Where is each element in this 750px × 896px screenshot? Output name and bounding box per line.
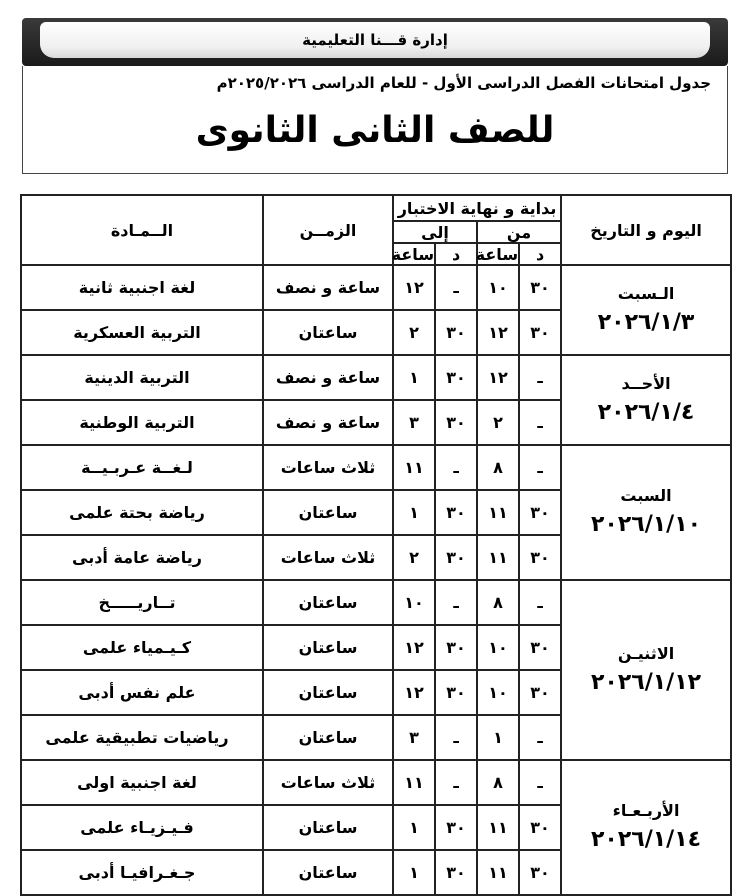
to-hour-cell: ١١ bbox=[393, 445, 435, 490]
day-name: الأحــد bbox=[621, 373, 671, 393]
duration-cell: ساعتان bbox=[263, 850, 393, 895]
from-minute-cell: ٣٠ bbox=[519, 625, 561, 670]
to-hour-cell: ١٢ bbox=[393, 265, 435, 310]
to-hour-cell: ٢ bbox=[393, 535, 435, 580]
subject-cell: لغة اجنبية ثانية bbox=[21, 265, 263, 310]
exam-rows bbox=[21, 265, 731, 895]
col-day-date: اليوم و التاريخ bbox=[561, 195, 731, 265]
subject-cell: التربية العسكرية bbox=[21, 310, 263, 355]
from-hour-cell: ١١ bbox=[477, 850, 519, 895]
to-hour-cell: ٣ bbox=[393, 715, 435, 760]
to-hour-cell: ٢ bbox=[393, 310, 435, 355]
day-date-cell bbox=[561, 580, 731, 760]
subject-cell: فـيـزيـاء علمى bbox=[21, 805, 263, 850]
from-minute-cell: ـ bbox=[519, 355, 561, 400]
exam-date: ٢٠٢٦/١/٤ bbox=[597, 399, 695, 425]
from-hour-cell: ٨ bbox=[477, 445, 519, 490]
from-hour-cell: ١٢ bbox=[477, 310, 519, 355]
from-minute-cell: ٣٠ bbox=[519, 535, 561, 580]
subject-cell: التربية الدينية bbox=[21, 355, 263, 400]
to-minute-cell: ٣٠ bbox=[435, 670, 477, 715]
duration-cell: ساعتان bbox=[263, 580, 393, 625]
subject-cell: جـغـرافيـا أدبى bbox=[21, 850, 263, 895]
to-minute-cell: ـ bbox=[435, 265, 477, 310]
from-hour-cell: ١٠ bbox=[477, 265, 519, 310]
duration-cell: ساعتان bbox=[263, 715, 393, 760]
schedule-subtitle: جدول امتحانات الفصل الدراسى الأول - للعام الدراسى ٢٠٢٥/٢٠٢٦م bbox=[216, 74, 711, 92]
exam-date: ٢٠٢٦/١/١٢ bbox=[591, 669, 702, 695]
from-minute-cell: ـ bbox=[519, 445, 561, 490]
from-hour-cell: ١١ bbox=[477, 535, 519, 580]
table-row bbox=[21, 355, 731, 400]
col-from-minute: د bbox=[519, 243, 561, 265]
exam-date: ٢٠٢٦/١/٣ bbox=[597, 309, 695, 335]
day-name: الاثنيـن bbox=[617, 643, 675, 663]
to-minute-cell: ـ bbox=[435, 445, 477, 490]
table-row bbox=[21, 265, 731, 310]
col-duration: الزمــن bbox=[263, 195, 393, 265]
to-minute-cell: ـ bbox=[435, 715, 477, 760]
to-minute-cell: ٣٠ bbox=[435, 355, 477, 400]
from-hour-cell: ٨ bbox=[477, 580, 519, 625]
to-hour-cell: ١٢ bbox=[393, 670, 435, 715]
duration-cell: ساعتان bbox=[263, 310, 393, 355]
subject-cell: التربية الوطنية bbox=[21, 400, 263, 445]
from-hour-cell: ١١ bbox=[477, 490, 519, 535]
from-hour-cell: ٢ bbox=[477, 400, 519, 445]
to-minute-cell: ٣٠ bbox=[435, 310, 477, 355]
day-name: الأربـعـاء bbox=[612, 801, 680, 820]
to-hour-cell: ١ bbox=[393, 805, 435, 850]
duration-cell: ثلاث ساعات bbox=[263, 760, 393, 805]
to-hour-cell: ١ bbox=[393, 355, 435, 400]
exam-schedule-table bbox=[20, 194, 732, 896]
exam-date: ٢٠٢٦/١/١٤ bbox=[591, 827, 702, 852]
day-date-cell bbox=[561, 760, 731, 895]
from-minute-cell: ـ bbox=[519, 580, 561, 625]
to-minute-cell: ٣٠ bbox=[435, 490, 477, 535]
to-hour-cell: ١ bbox=[393, 490, 435, 535]
subject-cell: كـيـمياء علمى bbox=[21, 625, 263, 670]
day-date-cell bbox=[561, 355, 731, 445]
admin-name: إدارة قـــنا التعليمية bbox=[302, 31, 448, 49]
exam-date: ٢٠٢٦/١/١٠ bbox=[591, 512, 702, 537]
day-date-cell bbox=[561, 445, 731, 580]
duration-cell: ساعتان bbox=[263, 490, 393, 535]
from-minute-cell: ـ bbox=[519, 760, 561, 805]
from-minute-cell: ٣٠ bbox=[519, 490, 561, 535]
from-minute-cell: ـ bbox=[519, 715, 561, 760]
col-from: من bbox=[477, 221, 561, 243]
subject-cell: رياضة بحتة علمى bbox=[21, 490, 263, 535]
day-name: الـسبت bbox=[617, 283, 675, 303]
from-hour-cell: ١٠ bbox=[477, 670, 519, 715]
table-row bbox=[21, 445, 731, 490]
to-hour-cell: ٣ bbox=[393, 400, 435, 445]
to-hour-cell: ١١ bbox=[393, 760, 435, 805]
subject-cell: تــاريـــــخ bbox=[21, 580, 263, 625]
from-minute-cell: ـ bbox=[519, 400, 561, 445]
duration-cell: ساعتان bbox=[263, 625, 393, 670]
to-minute-cell: ـ bbox=[435, 580, 477, 625]
col-subject: الــمـادة bbox=[21, 195, 263, 265]
from-hour-cell: ١١ bbox=[477, 805, 519, 850]
to-hour-cell: ١٢ bbox=[393, 625, 435, 670]
col-to-hour: ساعة bbox=[391, 244, 435, 264]
duration-cell: ساعتان bbox=[263, 805, 393, 850]
from-hour-cell: ١ bbox=[477, 715, 519, 760]
from-hour-cell: ١٠ bbox=[477, 625, 519, 670]
from-hour-cell: ١٢ bbox=[477, 355, 519, 400]
duration-cell: ساعة و نصف bbox=[263, 400, 393, 445]
to-minute-cell: ٣٠ bbox=[435, 805, 477, 850]
duration-cell: ثلاث ساعات bbox=[263, 535, 393, 580]
from-minute-cell: ٣٠ bbox=[519, 310, 561, 355]
from-minute-cell: ٣٠ bbox=[519, 850, 561, 895]
to-hour-cell: ١٠ bbox=[393, 580, 435, 625]
table-row bbox=[21, 580, 731, 625]
from-minute-cell: ٣٠ bbox=[519, 670, 561, 715]
to-hour-cell: ١ bbox=[393, 850, 435, 895]
to-minute-cell: ـ bbox=[435, 760, 477, 805]
day-date-cell bbox=[561, 265, 731, 355]
duration-cell: ساعة و نصف bbox=[263, 355, 393, 400]
col-start-end: بداية و نهاية الاختبار bbox=[393, 195, 561, 221]
day-name: السبت bbox=[620, 486, 672, 505]
col-from-hour: ساعة bbox=[475, 244, 519, 264]
subject-cell: لـغــة عـربـيــة bbox=[21, 445, 263, 490]
col-to: إلى bbox=[393, 221, 477, 243]
duration-cell: ساعتان bbox=[263, 670, 393, 715]
to-minute-cell: ٣٠ bbox=[435, 400, 477, 445]
from-minute-cell: ٣٠ bbox=[519, 265, 561, 310]
subject-cell: رياضيات تطبيقية علمى bbox=[21, 715, 263, 760]
admin-banner bbox=[40, 22, 710, 58]
from-minute-cell: ٣٠ bbox=[519, 805, 561, 850]
col-to-minute: د bbox=[435, 243, 477, 265]
to-minute-cell: ٣٠ bbox=[435, 850, 477, 895]
subject-cell: علم نفس أدبى bbox=[21, 670, 263, 715]
title-box bbox=[22, 66, 728, 174]
grade-title: للصف الثانى الثانوى bbox=[195, 110, 555, 151]
duration-cell: ساعة و نصف bbox=[263, 265, 393, 310]
subject-cell: لغة اجنبية اولى bbox=[21, 760, 263, 805]
duration-cell: ثلاث ساعات bbox=[263, 445, 393, 490]
subject-cell: رياضة عامة أدبى bbox=[21, 535, 263, 580]
from-hour-cell: ٨ bbox=[477, 760, 519, 805]
to-minute-cell: ٣٠ bbox=[435, 625, 477, 670]
table-row bbox=[21, 760, 731, 805]
to-minute-cell: ٣٠ bbox=[435, 535, 477, 580]
